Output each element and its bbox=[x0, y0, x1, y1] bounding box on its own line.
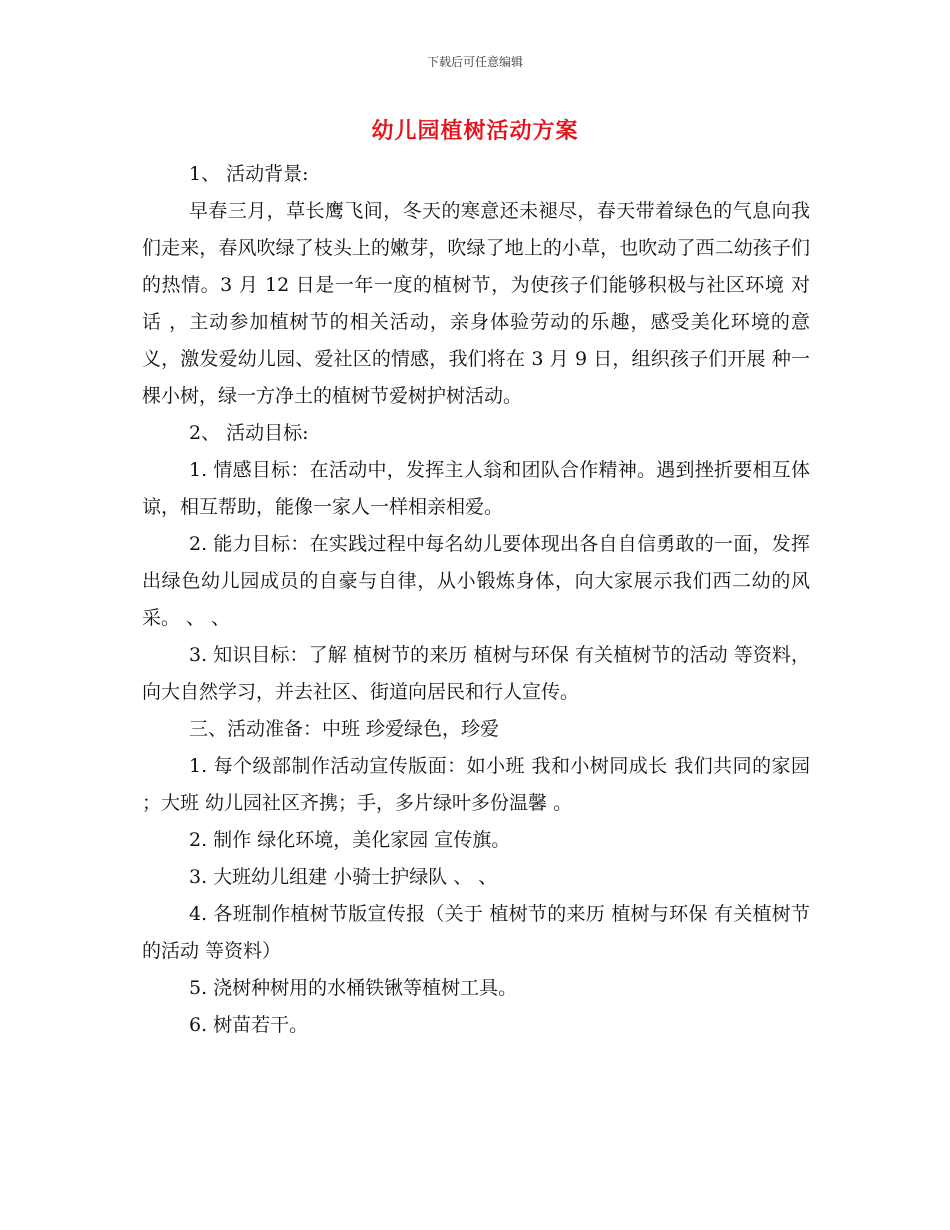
goal-item-knowledge: 3. 知识目标：了解 植树节的来历 植树与环保 有关植树节的活动 等资料，向大自然学习，并去社区、街道向居民和行人宣传。 bbox=[142, 644, 810, 703]
preparation-item-2: 2. 制作 绿化环境，美化家园 宣传旗。 bbox=[189, 829, 511, 851]
section-heading-preparation: 三、活动准备：中班 珍爱绿色，珍爱 bbox=[189, 718, 500, 740]
preparation-item-5: 5. 浇树种树用的水桶铁锹等植树工具。 bbox=[189, 977, 518, 999]
goal-item-emotion: 1. 情感目标：在活动中，发挥主人翁和团队合作精神。遇到挫折要相互体谅，相互帮助，能像一家人一样相亲相爱。 bbox=[142, 459, 810, 518]
section-heading-background: 1、 活动背景: bbox=[189, 163, 309, 185]
preparation-item-4: 4. 各班制作植树节版宣传报（关于 植树节的来历 植树与环保 有关植树节的活动 等资料） bbox=[142, 903, 810, 962]
section-heading-goals: 2、 活动目标: bbox=[189, 422, 309, 444]
goal-item-ability: 2. 能力目标：在实践过程中每名幼儿要体现出各自自信勇敢的一面，发挥出绿色幼儿园成员的自豪与自律，从小锻炼身体，向大家展示我们西二幼的风采。 、 、 bbox=[142, 533, 810, 629]
document-body bbox=[142, 156, 810, 1044]
header-note: 下载后可任意编辑 bbox=[426, 55, 523, 69]
document-title: 幼儿园植树活动方案 bbox=[371, 118, 579, 144]
paragraph-background: 早春三月，草长鹰飞间，冬天的寒意还未褪尽，春天带着绿色的气息向我们走来，春风吹绿了枝头上的嫩芽，吹绿了地上的小草，也吹动了西二幼孩子们的热情。3 月 12 日是一年一度的植树节，为使孩子们能够积极与社区环境 对话 ，主动参加植树节的相关活动，亲身体验劳动的乐趣，感受美化环境的意义，激发爱幼儿园、爱社区的情感，我们将在 3 月 9 日，组织孩子们开展 种一棵小树，绿一方净土的植树节爱树护树活动。 bbox=[142, 200, 810, 407]
preparation-item-1: 1. 每个级部制作活动宣传版面：如小班 我和小树同成长 我们共同的家园 ；大班 幼儿园社区齐携；手，多片绿叶多份温馨 。 bbox=[142, 755, 810, 814]
preparation-item-6: 6. 树苗若干。 bbox=[189, 1014, 309, 1036]
preparation-item-3: 3. 大班幼儿组建 小骑士护绿队 、 、 bbox=[189, 866, 498, 888]
